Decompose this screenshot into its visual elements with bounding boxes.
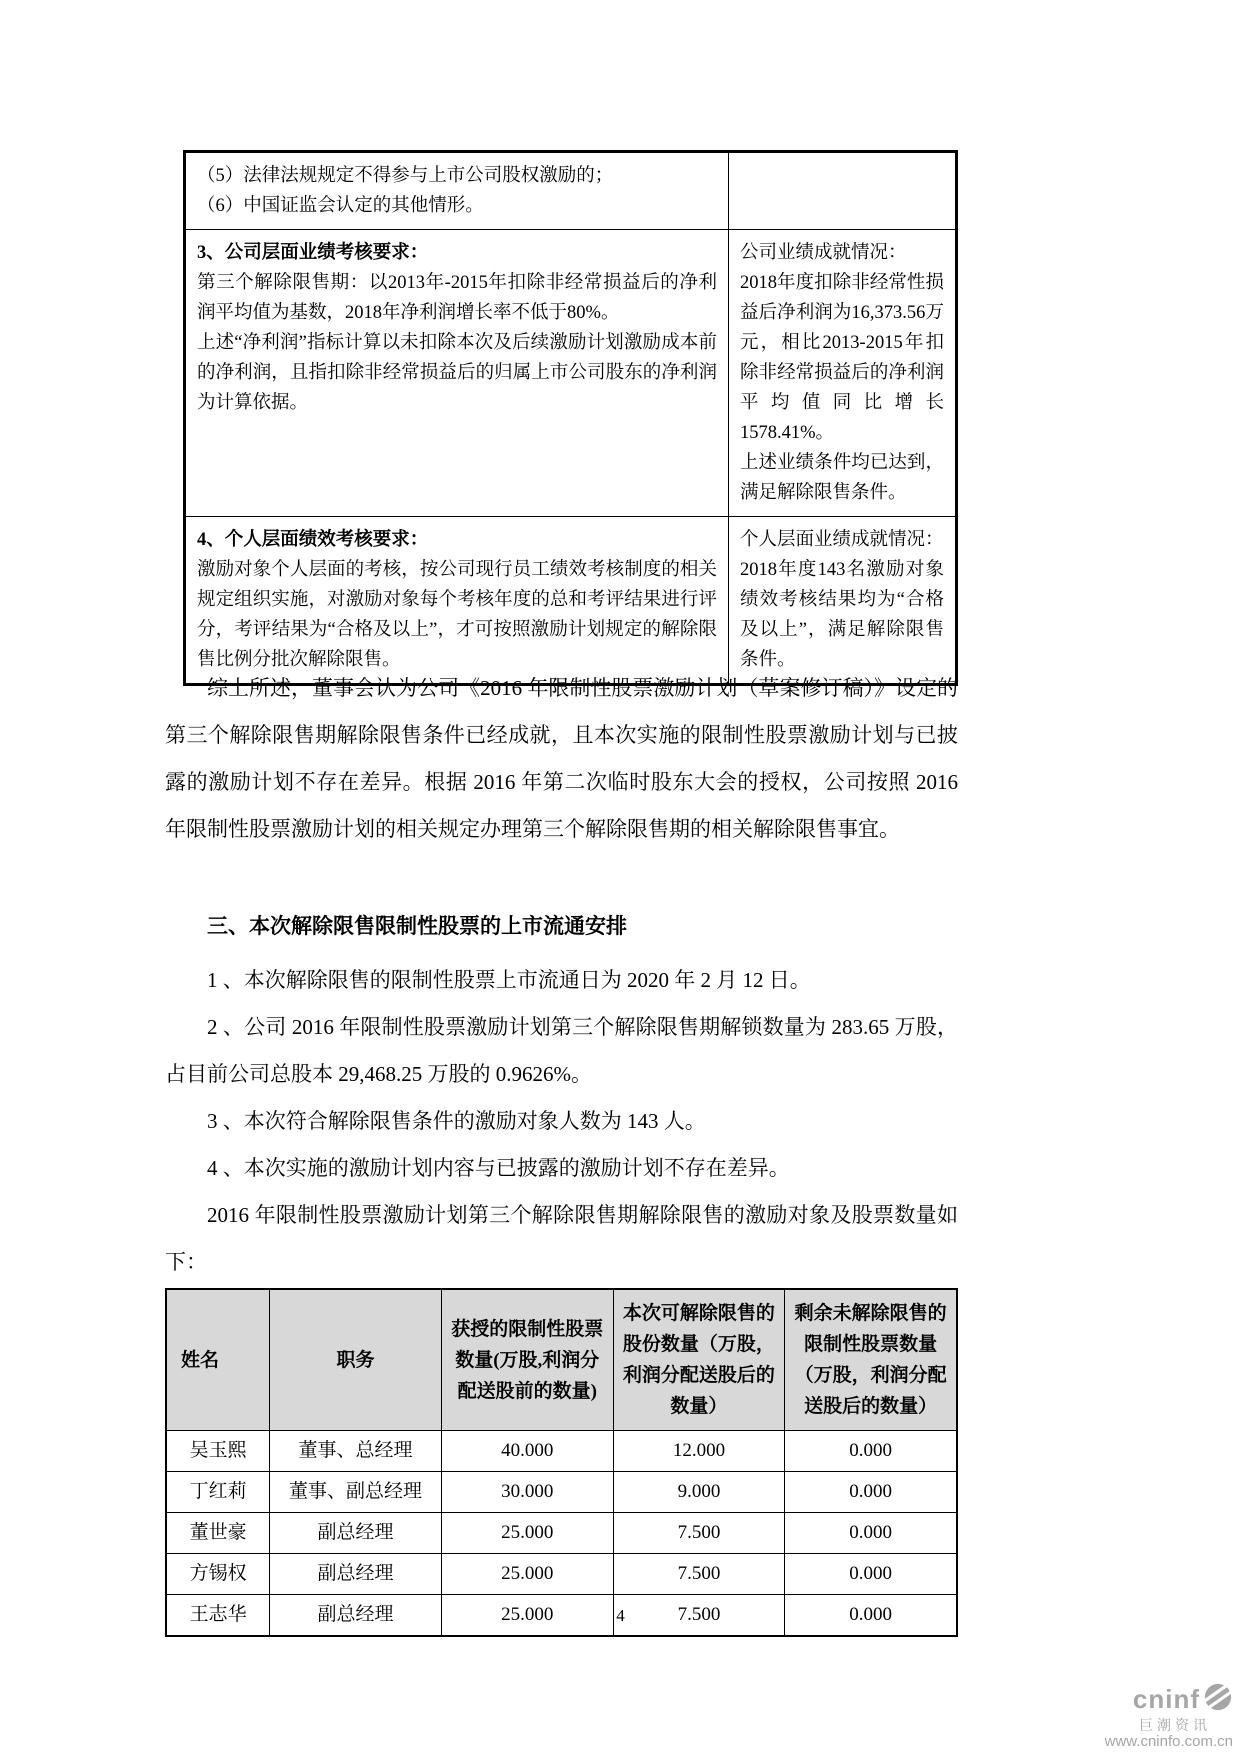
cell-granted: 25.000 xyxy=(441,1554,613,1595)
cond-row-company-performance xyxy=(185,230,957,517)
cell-remaining: 0.000 xyxy=(785,1595,957,1637)
cond-cell-right xyxy=(729,517,957,685)
cond-line: 个人层面业绩成就情况： xyxy=(740,530,944,550)
cond-line: （5）法律法规规定不得参与上市公司股权激励的； xyxy=(197,166,614,186)
summary-paragraph: 综上所述，董事会认为公司《2016 年限制性股票激励计划（草案修订稿）》设定的第三个解除限售期解除限售条件已经成就，且本次实施的限制性股票激励计划与已披露的激励计划不存在差异。根据 2016 年第二次临时股东大会的授权，公司按照 2016 年限制性股票激励计划的相关规定办理第三个解除限售期的相关解除限售事宜。 xyxy=(165,676,958,841)
cond-line: 2018年度扣除非经常性损益后净利润为16,373.56万元，相比2013-2015年扣除非经常损益后的净利润平均值同比增长1578.41%。 xyxy=(740,273,944,443)
cell-name: 丁红莉 xyxy=(166,1472,270,1513)
cell-remaining: 0.000 xyxy=(785,1554,957,1595)
cninfo-logo xyxy=(1083,1682,1233,1750)
list-item-4: 4 、本次实施的激励计划内容与已披露的激励计划不存在差异。 xyxy=(207,1156,790,1180)
page-number: 4 xyxy=(616,1606,625,1625)
col-header-position: 职务 xyxy=(270,1289,442,1431)
cell-released: 9.000 xyxy=(613,1472,785,1513)
cell-name: 方锡权 xyxy=(166,1554,270,1595)
allocation-header-row xyxy=(166,1289,957,1431)
cond-cell-left xyxy=(185,230,729,517)
list-item-2: 2 、公司 2016 年限制性股票激励计划第三个解除限售期解锁数量为 283.65 万股，占目前公司总股本 29,468.25 万股的 0.9626%。 xyxy=(165,1015,958,1086)
table-row xyxy=(166,1554,957,1595)
cell-position: 副总经理 xyxy=(270,1513,442,1554)
cell-released: 7.500 xyxy=(613,1513,785,1554)
logo-url: www.cninfo.com.cn xyxy=(1104,1732,1233,1750)
cell-name: 吴玉熙 xyxy=(166,1431,270,1472)
cond-line: 上述业绩条件均已达到，满足解除限售条件。 xyxy=(740,453,944,503)
logo-caption: 巨潮资讯 xyxy=(1139,1716,1211,1733)
cond-cell-right-empty xyxy=(729,152,957,230)
cond-line: 2018年度143名激励对象绩效考核结果均为“合格及以上”，满足解除限售条件。 xyxy=(740,560,944,670)
cell-granted: 25.000 xyxy=(441,1513,613,1554)
cell-position: 副总经理 xyxy=(270,1554,442,1595)
cell-position: 董事、副总经理 xyxy=(270,1472,442,1513)
cond-line: （6）中国证监会认定的其他情形。 xyxy=(197,196,484,216)
cell-released: 7.500 xyxy=(613,1595,785,1637)
cond-row-individual-performance xyxy=(185,517,957,685)
allocation-table xyxy=(165,1288,958,1637)
cninfo-logo-wordmark: cninf xyxy=(1132,1684,1200,1714)
cell-position: 董事、总经理 xyxy=(270,1431,442,1472)
cell-name: 董世豪 xyxy=(166,1513,270,1554)
conditions-table xyxy=(183,150,958,686)
cond-line: 公司业绩成就情况： xyxy=(740,243,907,263)
cond-title: 4、个人层面绩效考核要求： xyxy=(197,530,429,550)
table-intro-paragraph: 2016 年限制性股票激励计划第三个解除限售期解除限售的激励对象及股票数量如下： xyxy=(165,1203,958,1274)
cond-cell-left xyxy=(185,517,729,685)
cond-line: 激励对象个人层面的考核，按公司现行员工绩效考核制度的相关规定组织实施，对激励对象每个考核年度的总和考评结果进行评分，考评结果为“合格及以上”，才可按照激励计划规定的解除限售比例分批次解除限售。 xyxy=(197,560,717,670)
table-row xyxy=(166,1472,957,1513)
cond-row-other-cases xyxy=(185,152,957,230)
col-header-name: 姓名 xyxy=(166,1289,270,1431)
cninfo-swirl-icon xyxy=(1203,1682,1233,1717)
cond-line: 上述“净利润”指标计算以未扣除本次及后续激励计划激励成本前的净利润，且指扣除非经常损益后的归属上市公司股东的净利润为计算依据。 xyxy=(197,333,717,413)
col-header-remaining: 剩余未解除限售的限制性股票数量（万股，利润分配送股后的数量） xyxy=(785,1289,957,1431)
col-header-granted: 获授的限制性股票数量(万股,利润分配送股前的数量) xyxy=(441,1289,613,1431)
cell-granted: 30.000 xyxy=(441,1472,613,1513)
cell-name: 王志华 xyxy=(166,1595,270,1637)
section-heading: 三、本次解除限售限制性股票的上市流通安排 xyxy=(207,914,627,938)
table-row xyxy=(166,1431,957,1472)
cell-granted: 40.000 xyxy=(441,1431,613,1472)
cell-remaining: 0.000 xyxy=(785,1472,957,1513)
cell-released: 12.000 xyxy=(613,1431,785,1472)
col-header-released: 本次可解除限售的股份数量（万股，利润分配送股后的数量） xyxy=(613,1289,785,1431)
cell-remaining: 0.000 xyxy=(785,1431,957,1472)
cond-cell-left xyxy=(185,152,729,230)
table-row xyxy=(166,1513,957,1554)
cell-released: 7.500 xyxy=(613,1554,785,1595)
cond-cell-right xyxy=(729,230,957,517)
list-item-1: 1 、本次解除限售的限制性股票上市流通日为 2020 年 2 月 12 日。 xyxy=(207,968,811,992)
list-item-3: 3 、本次符合解除限售条件的激励对象人数为 143 人。 xyxy=(207,1109,706,1133)
cell-granted: 25.000 xyxy=(441,1595,613,1637)
cond-title: 3、公司层面业绩考核要求： xyxy=(197,243,429,263)
cell-position: 副总经理 xyxy=(270,1595,442,1637)
cell-remaining: 0.000 xyxy=(785,1513,957,1554)
cond-line: 第三个解除限售期：以2013年-2015年扣除非经常损益后的净利润平均值为基数，2018年净利润增长率不低于80%。 xyxy=(197,273,717,323)
